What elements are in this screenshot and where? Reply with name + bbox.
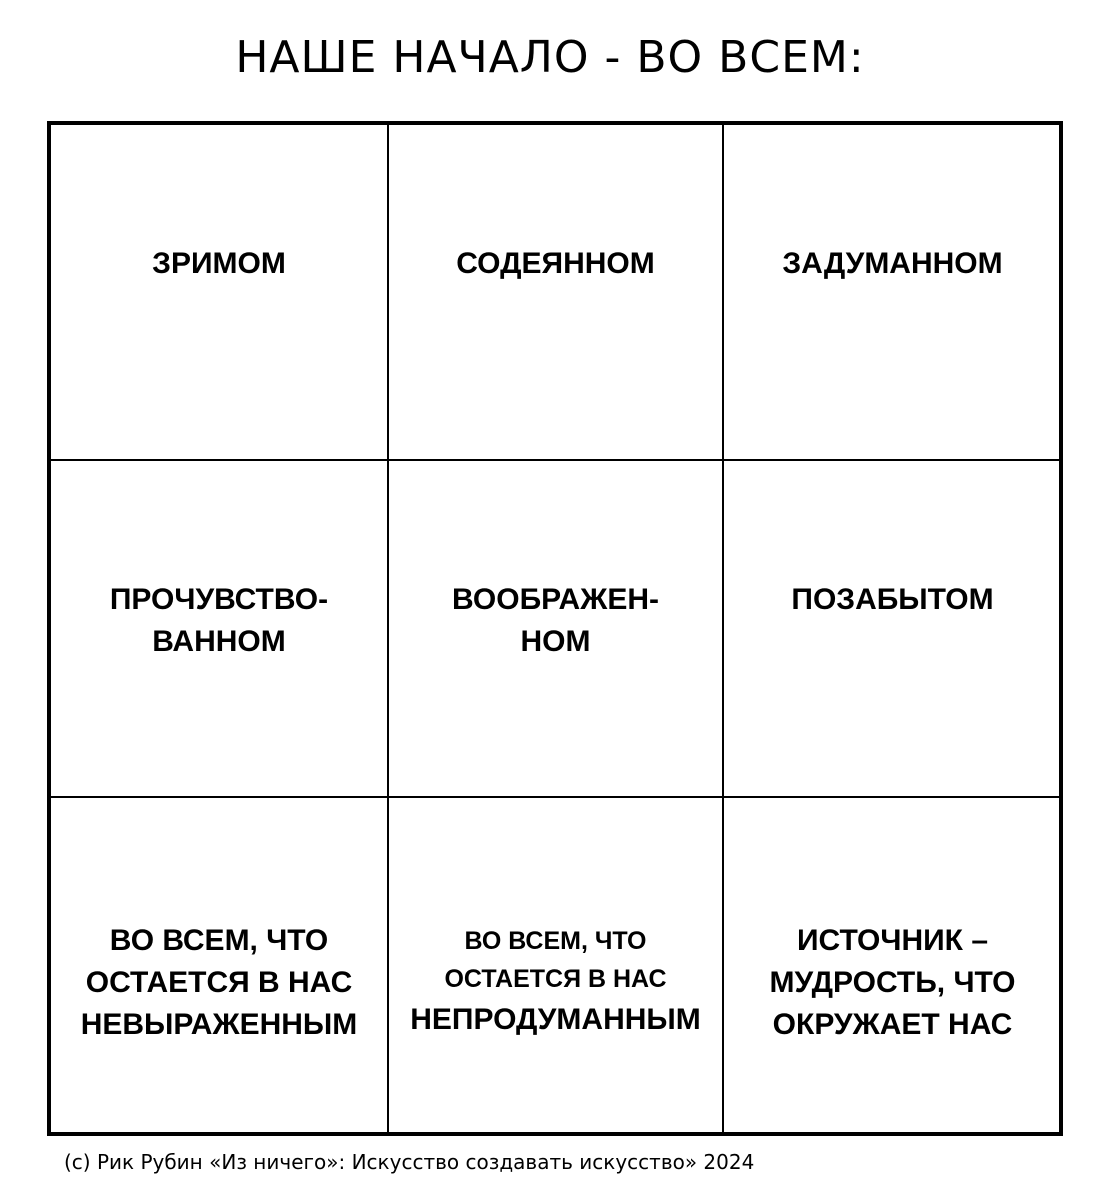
cell-label: ПРОЧУВСТВО- ВАННОМ bbox=[109, 583, 329, 658]
cell-label: ВО ВСЕМ, ЧТО ОСТАЕТСЯ В НАС НЕВЫРАЖЕННЫМ bbox=[80, 924, 358, 1041]
copyright-footer: (с) Рик Рубин «Из ничего»: Искусство создавать искусство» 2024 bbox=[64, 1150, 755, 1174]
grid-cell-forgotten bbox=[724, 461, 1061, 798]
cell-label-line: НЕПРОДУМАННЫМ bbox=[410, 1003, 701, 1036]
cell-label: СОДЕЯННОМ bbox=[456, 247, 655, 280]
grid-cell-imagined bbox=[389, 461, 724, 798]
grid-cell-unthought bbox=[389, 798, 724, 1134]
grid-cell-source bbox=[724, 798, 1061, 1134]
cell-label: ВООБРАЖЕН- НОМ bbox=[452, 583, 659, 658]
grid-cell-visible bbox=[51, 125, 389, 461]
cell-label: ИСТОЧНИК – МУДРОСТЬ, ЧТО ОКРУЖАЕТ НАС bbox=[769, 924, 1016, 1041]
cell-label: ЗАДУМАННОМ bbox=[782, 247, 1003, 280]
cell-label: ПОЗАБЫТОМ bbox=[791, 583, 994, 616]
grid-cell-done bbox=[389, 125, 724, 461]
grid-cell-conceived bbox=[724, 125, 1061, 461]
cell-label: ЗРИМОМ bbox=[152, 247, 286, 280]
cell-label-line: ВО ВСЕМ, ЧТО bbox=[464, 927, 647, 955]
concept-grid bbox=[47, 121, 1063, 1136]
cell-label-line: ОСТАЕТСЯ В НАС bbox=[444, 965, 667, 993]
page-title: НАШЕ НАЧАЛО - ВО ВСЕМ: bbox=[235, 32, 865, 83]
grid-cell-felt bbox=[51, 461, 389, 798]
cell-label bbox=[410, 922, 701, 1134]
grid-cell-unexpressed bbox=[51, 798, 389, 1134]
